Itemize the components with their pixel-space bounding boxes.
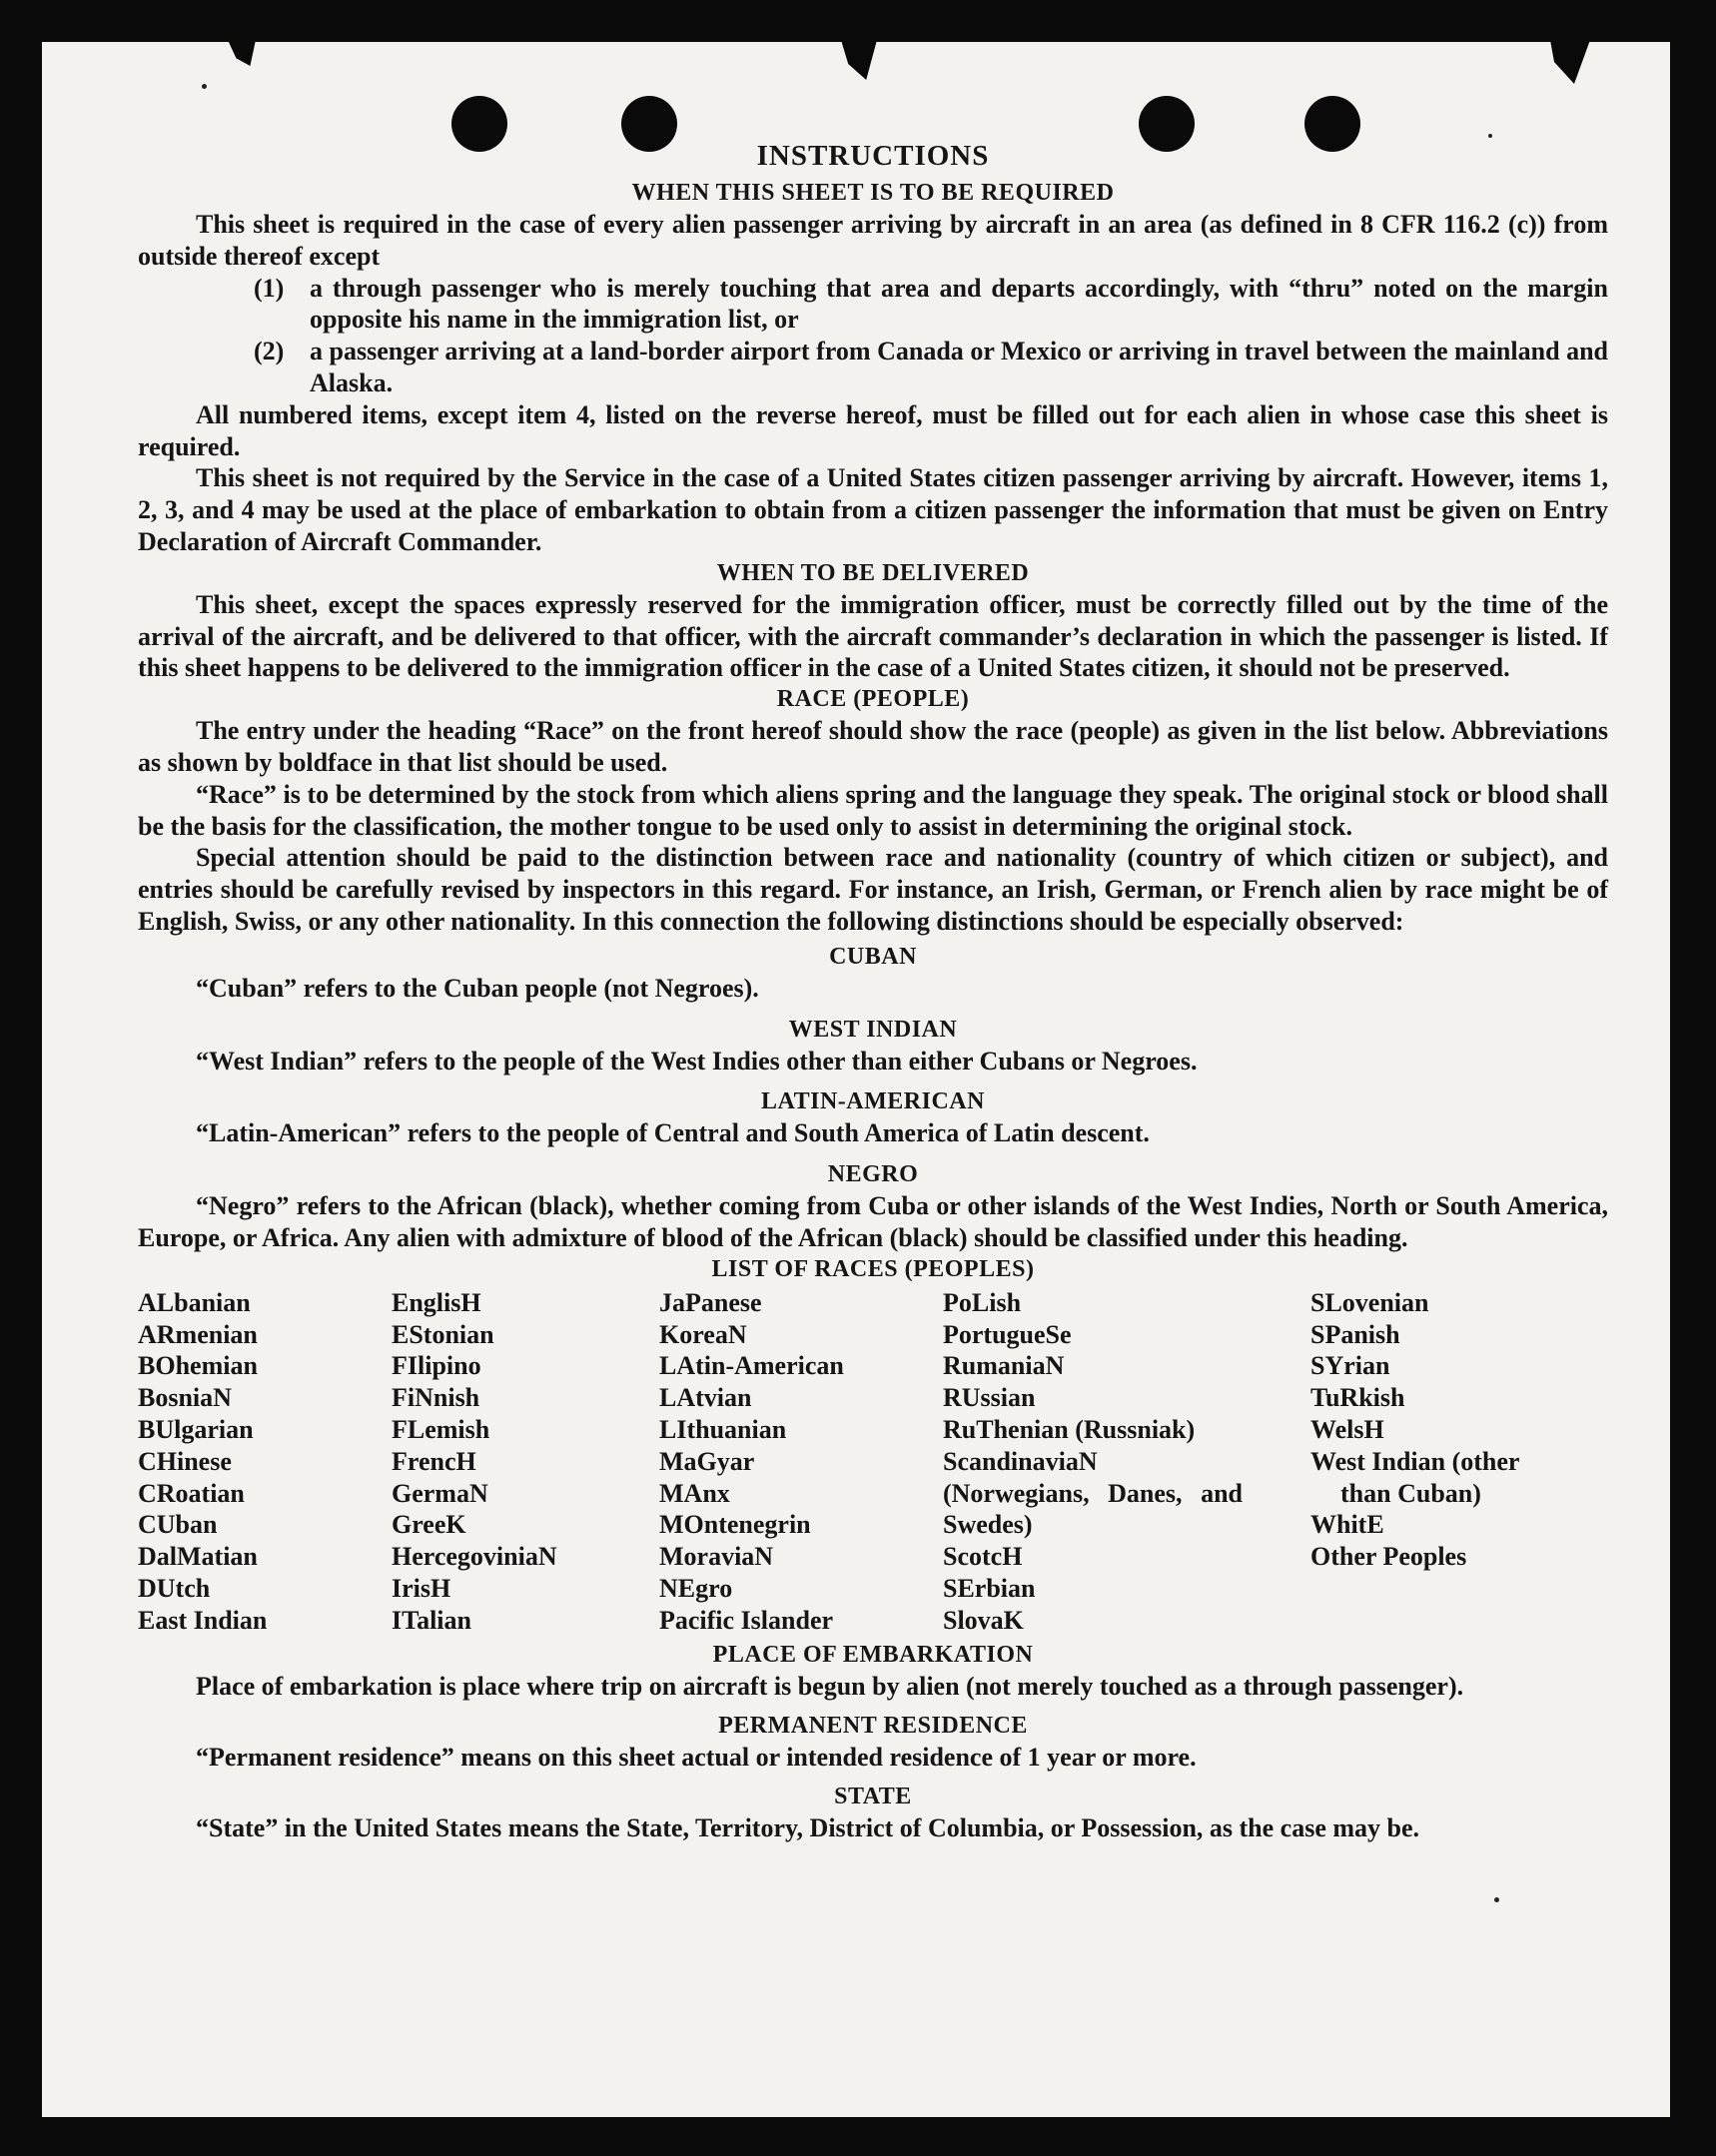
- section-heading-embarkation: PLACE OF EMBARKATION: [712, 1642, 1034, 1669]
- torn-edge-1: [228, 40, 256, 66]
- race-entry: SlovaK: [943, 1605, 1024, 1635]
- paragraph: “Negro” refers to the African (black), whether coming from Cuba or other islands of the West Indies, North or South America, Europe, or Africa. Any alien with admixture of blood of the African (black) should be classified under this heading.: [138, 1191, 1608, 1252]
- race-entry: BUlgarian: [138, 1414, 254, 1444]
- paragraph: The entry under the heading “Race” on the front hereof should show the race (people) as given in the list below. Abbreviations as shown by boldface in that list should be used.: [138, 716, 1608, 777]
- torn-edge-3: [1550, 40, 1590, 84]
- paragraph: This sheet is not required by the Service in the case of a United States citizen passenger arriving by aircraft. However, items 1, 2, 3, and 4 may be used at the place of embarkation to obtain from a citizen passenger the information that must be given on Entry Declaration of Aircraft Commander.: [138, 463, 1608, 556]
- section-heading-west-indian: WEST INDIAN: [788, 1016, 958, 1043]
- race-entry: JaPanese: [659, 1287, 762, 1317]
- race-entry: ARmenian: [138, 1319, 258, 1349]
- race-entry-continuation: than Cuban): [1340, 1478, 1481, 1508]
- race-entry: BOhemian: [138, 1351, 258, 1381]
- race-entry: MAnx: [659, 1478, 730, 1508]
- race-entry: LIthuanian: [659, 1414, 787, 1444]
- race-entry: RuThenian (Russniak): [943, 1414, 1196, 1444]
- race-entry: LAtvian: [659, 1383, 752, 1413]
- races-column-4: [943, 1287, 1310, 1637]
- race-entry: GreeK: [392, 1510, 466, 1540]
- paragraph: Special attention should be paid to the distinction between race and nationality (country of which citizen or subject), and entries should be carefully revised by inspectors in this regard. For instance, an Irish, German, or French alien by race might be of English, Swiss, or any other nationality. In this connection the following distinctions should be especially observed:: [138, 843, 1608, 936]
- paragraph: “Latin-American” refers to the people of Central and South America of Latin descent.: [196, 1118, 1150, 1148]
- race-entry: DalMatian: [138, 1542, 258, 1572]
- race-entry: Other Peoples: [1310, 1542, 1467, 1572]
- race-entry: IrisH: [392, 1573, 451, 1603]
- speck: [202, 84, 207, 89]
- race-entry: HercegoviniaN: [392, 1542, 557, 1572]
- race-entry: TuRkish: [1310, 1383, 1405, 1413]
- item-text: a through passenger who is merely touching that area and departs accordingly, with “thru” noted on the margin opposite his name in the immigration list, or: [310, 273, 1608, 335]
- race-entry: BosniaN: [138, 1383, 232, 1413]
- paragraph: “Race” is to be determined by the stock from which aliens spring and the language they speak. The original stock or blood shall be the basis for the classification, the mother tongue to be used only to assist in determining the original stock.: [138, 779, 1608, 841]
- paragraph: “Cuban” refers to the Cuban people (not Negroes).: [196, 973, 759, 1003]
- race-entry: PoLish: [943, 1287, 1022, 1317]
- paragraph: This sheet, except the spaces expressly reserved for the immigration officer, must be correctly filled out by the time of the arrival of the aircraft, and be delivered to that officer, with the aircraft commander’s declaration in which the passenger is listed. If this sheet happens to be delivered to the immigration officer in the case of a United States citizen, it should not be preserved.: [138, 589, 1608, 683]
- list-item: [138, 336, 1608, 399]
- races-column-5: [1310, 1287, 1608, 1637]
- paragraph: Place of embarkation is place where trip on aircraft is begun by alien (not merely touched as a through passenger).: [196, 1672, 1464, 1702]
- item-number: (2): [254, 337, 285, 366]
- race-entry: KoreaN: [659, 1319, 747, 1349]
- race-entry: West Indian (other: [1310, 1446, 1520, 1476]
- race-entry: CUban: [138, 1510, 218, 1540]
- race-entry: MaGyar: [659, 1446, 755, 1476]
- section-heading-state: STATE: [834, 1784, 912, 1810]
- race-entry: ITalian: [392, 1605, 471, 1635]
- race-entry: Pacific Islander: [659, 1605, 834, 1635]
- instructions-content: [138, 134, 1608, 1844]
- race-entry: PortugueSe: [943, 1319, 1072, 1349]
- race-entry: CRoatian: [138, 1478, 245, 1508]
- paragraph: “Permanent residence” means on this sheet actual or intended residence of 1 year or more.: [196, 1743, 1197, 1773]
- race-entry: FIlipino: [392, 1351, 481, 1381]
- race-entry: SErbian: [943, 1573, 1036, 1603]
- race-entry: CHinese: [138, 1446, 232, 1476]
- race-entry: FrencH: [392, 1446, 476, 1476]
- race-entry: EnglisH: [392, 1287, 481, 1317]
- race-entry: ALbanian: [138, 1287, 251, 1317]
- race-entry: GermaN: [392, 1478, 488, 1508]
- item-number: (1): [254, 273, 285, 303]
- race-entry: DUtch: [138, 1573, 211, 1603]
- race-entry: WhitE: [1310, 1510, 1384, 1540]
- race-entry: LAtin-American: [659, 1351, 844, 1381]
- section-heading-delivered: WHEN TO BE DELIVERED: [716, 559, 1030, 586]
- race-entry: NEgro: [659, 1573, 733, 1603]
- paragraph: “West Indian” refers to the people of the West Indies other than either Cubans or Negroes.: [196, 1046, 1198, 1076]
- list-item: [138, 273, 1608, 337]
- race-entry: MOntenegrin: [659, 1510, 811, 1540]
- race-entry: RumaniaN: [943, 1351, 1065, 1381]
- section-heading-cuban: CUBAN: [829, 943, 917, 970]
- torn-edge-2: [841, 40, 877, 80]
- race-entry: East Indian: [138, 1605, 268, 1635]
- race-entry: FiNnish: [392, 1383, 480, 1413]
- race-entry: SYrian: [1310, 1351, 1390, 1381]
- races-column-1: [138, 1287, 392, 1637]
- races-column-2: [392, 1287, 659, 1637]
- section-heading-residence: PERMANENT RESIDENCE: [718, 1713, 1028, 1740]
- races-list: [138, 1287, 1608, 1637]
- item-text: a passenger arriving at a land-border airport from Canada or Mexico or arriving in travel between the mainland and Alaska.: [310, 337, 1608, 397]
- race-entry: FLemish: [392, 1414, 490, 1444]
- paragraph: “State” in the United States means the State, Territory, District of Columbia, or Possession, as the case may be.: [196, 1813, 1420, 1843]
- section-heading-required: WHEN THIS SHEET IS TO BE REQUIRED: [631, 180, 1115, 206]
- race-entry: EStonian: [392, 1319, 494, 1349]
- section-heading-negro: NEGRO: [827, 1161, 919, 1188]
- section-heading-list-of-races: LIST OF RACES (PEOPLES): [711, 1255, 1035, 1282]
- race-entry: SPanish: [1310, 1319, 1400, 1349]
- race-entry: SLovenian: [1310, 1287, 1429, 1317]
- page-title: INSTRUCTIONS: [756, 140, 990, 172]
- paragraph: This sheet is required in the case of every alien passenger arriving by aircraft in an area (as defined in 8 CFR 116.2 (c)) from outside thereof except: [138, 210, 1608, 271]
- race-entry: ScotcH: [943, 1542, 1023, 1572]
- races-column-3: [659, 1287, 943, 1637]
- race-entry: RUssian: [943, 1383, 1036, 1413]
- section-heading-latin-american: LATIN-AMERICAN: [761, 1088, 985, 1115]
- race-entry: WelsH: [1310, 1414, 1384, 1444]
- speck: [1494, 1897, 1499, 1902]
- section-heading-race: RACE (PEOPLE): [776, 686, 970, 713]
- race-entry: MoraviaN: [659, 1542, 774, 1572]
- race-entry: ScandinaviaN (Norwegians, Danes, and Swedes): [943, 1446, 1243, 1540]
- document-sheet: [42, 42, 1670, 2117]
- paragraph: All numbered items, except item 4, listed on the reverse hereof, must be filled out for each alien in whose case this sheet is required.: [138, 399, 1608, 461]
